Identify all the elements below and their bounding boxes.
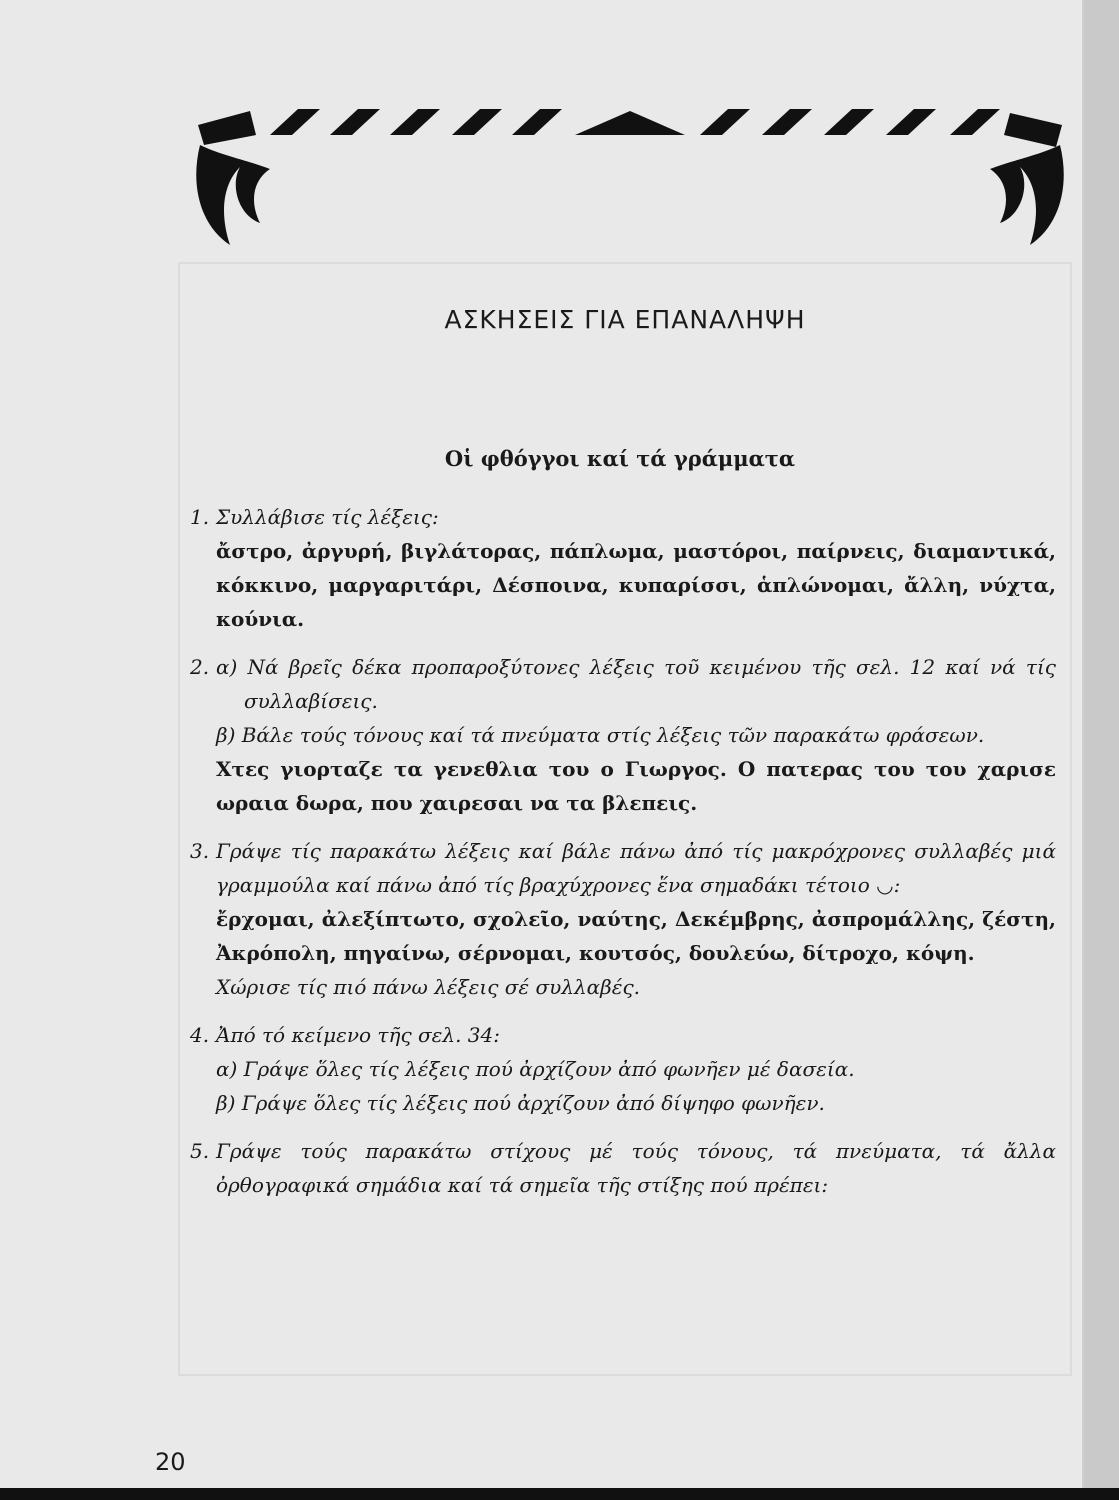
exercise-instruction: Ἀπό τό κείμενο τῆς σελ. 34: [216,1023,500,1047]
instruction-colon: : [893,873,901,897]
exercise-instruction: Γράψε τούς παρακάτω στίχους μέ τούς τόνους, τά πνεύματα, τά ἄλλα ὀρθογραφικά σημάδια καί τά σημεῖα τῆς στίξης πού πρέπει: [216,1139,1056,1197]
decorative-header-ornament [190,105,1070,265]
section-subheading: Οἱ φθόγγοι καί τά γράμματα [444,446,796,471]
page-number: 20 [155,1448,186,1476]
exercise-number: 3. [190,839,210,863]
exercise-part-b: β) Βάλε τούς τόνους καί τά πνεύματα στίς λέξεις τῶν παρακάτω φράσεων. [216,723,985,747]
instruction-text: Γράψε τίς παρακάτω λέξεις καί βάλε πάνω ἀπό τίς μακρόχρονες συλλαβές μιά γραμμούλα καί πάνω ἀπό τίς βραχύχρονες ἕνα σημαδάκι τέτοιο [216,839,1056,897]
exercise-part-b: β) Γράψε ὅλες τίς λέξεις πού ἀρχίζουν ἀπό δίψηφο φωνῆεν. [216,1091,825,1115]
exercise-number: 2. [190,655,210,679]
exercise-instruction [216,834,1056,902]
exercise-list [190,500,1056,1216]
exercise-5 [190,1134,1056,1202]
exercise-words: ἄστρο, ἀργυρή, βιγλάτορας, πάπλωμα, μαστόροι, παίρνεις, διαμαντικά, κόκκινο, μαργαριτάρι, Δέσποινα, κυπαρίσσι, ἁπλώνομαι, ἄλλη, νύχτα, κούνια. [216,539,1056,631]
exercise-3 [190,834,1056,1004]
page-heading: ΑΣΚΗΣΕΙΣ ΓΙΑ ΕΠΑΝΑΛΗΨΗ [444,305,806,334]
exercise-4 [190,1018,1056,1120]
exercise-followup: Χώρισε τίς πιό πάνω λέξεις σέ συλλαβές. [216,975,641,999]
exercise-part-a: α) Νά βρεῖς δέκα προπαροξύτονες λέξεις τοῦ κειμένου τῆς σελ. 12 καί νά τίς συλλαβίσεις. [216,655,1056,713]
exercise-instruction: Συλλάβισε τίς λέξεις: [216,505,439,529]
exercise-1 [190,500,1056,636]
scanner-edge [0,1488,1119,1500]
exercise-sentence: Χτες γιορταζε τα γενεθλια του ο Γιωργος. Ο πατερας του του χαρισε ωραια δωρα, που χαιρεσαι να τα βλεπεις. [216,757,1056,815]
binding-edge [1084,0,1119,1500]
exercise-number: 5. [190,1139,210,1163]
exercise-number: 4. [190,1023,210,1047]
exercise-part-a: α) Γράψε ὅλες τίς λέξεις πού ἀρχίζουν ἀπό φωνῆεν μέ δασεία. [216,1057,855,1081]
breve-mark-icon: ◡ [876,873,894,897]
exercise-words: ἔρχομαι, ἀλεξίπτωτο, σχολεῖο, ναύτης, Δεκέμβρης, ἀσπρομάλλης, ζέστη, Ἀκρόπολη, πηγαίνω, σέρνομαι, κουτσός, δουλεύω, δίτροχο, κόψη. [216,907,1056,965]
exercise-2 [190,650,1056,820]
exercise-number: 1. [190,505,210,529]
